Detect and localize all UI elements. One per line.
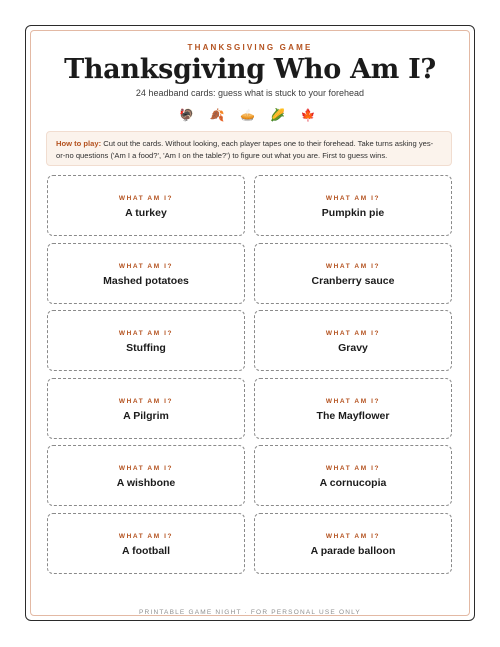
card-name: Cranberry sauce	[311, 275, 395, 287]
card-tag: WHAT AM I?	[325, 398, 381, 405]
card-name: The Mayflower	[316, 410, 390, 422]
how-to-play-label: How to play:	[56, 139, 102, 148]
how-to-play-box	[46, 131, 452, 166]
card-name: Pumpkin pie	[321, 207, 385, 219]
card	[254, 378, 452, 439]
pie-icon: 🥧	[240, 108, 262, 122]
card	[47, 175, 245, 236]
card-tag: WHAT AM I?	[118, 465, 174, 472]
card	[47, 378, 245, 439]
card-tag: WHAT AM I?	[118, 533, 174, 540]
card-tag: WHAT AM I?	[325, 330, 381, 337]
card-tag: WHAT AM I?	[325, 533, 381, 540]
card-name: Stuffing	[126, 342, 166, 354]
card-name: A football	[121, 545, 171, 557]
card	[254, 445, 452, 506]
card-tag: WHAT AM I?	[118, 330, 174, 337]
card	[47, 513, 245, 574]
card-name: A Pilgrim	[123, 410, 169, 422]
how-to-play-text: Cut out the cards. Without looking, each player tapes one to their forehead. Take turns asking yes-or-no questions ('Am I a food?', 'Am I on the table?') to figure out what you are. First to guess wins.	[56, 139, 434, 160]
leaf-icon: 🍂	[209, 108, 232, 122]
page-title: Thanksgiving Who Am I?	[64, 54, 436, 85]
card-name: A wishbone	[116, 477, 176, 489]
footer-note: PRINTABLE GAME NIGHT · FOR PERSONAL USE ONLY	[139, 609, 361, 616]
card-tag: WHAT AM I?	[325, 263, 381, 270]
card-name: Mashed potatoes	[103, 275, 189, 287]
page-subtitle: 24 headband cards: guess what is stuck to your forehead	[135, 88, 365, 98]
card-tag: WHAT AM I?	[118, 263, 174, 270]
turkey-icon: 🦃	[179, 108, 202, 122]
maple-leaf-icon: 🍁	[300, 108, 323, 122]
card-tag: WHAT AM I?	[118, 398, 174, 405]
card	[254, 513, 452, 574]
card	[254, 243, 452, 304]
card-tag: WHAT AM I?	[325, 465, 381, 472]
card	[254, 175, 452, 236]
kicker-label: THANKSGIVING GAME	[187, 43, 313, 52]
card	[47, 310, 245, 371]
card-name: Gravy	[338, 342, 368, 354]
card-tag: WHAT AM I?	[325, 195, 381, 202]
corn-icon: 🌽	[270, 108, 293, 122]
emoji-row	[0, 108, 500, 122]
card-name: A parade balloon	[310, 545, 396, 557]
card	[254, 310, 452, 371]
card-name: A turkey	[125, 207, 167, 219]
card-name: A cornucopia	[319, 477, 387, 489]
card	[47, 243, 245, 304]
card-tag: WHAT AM I?	[118, 195, 174, 202]
card	[47, 445, 245, 506]
